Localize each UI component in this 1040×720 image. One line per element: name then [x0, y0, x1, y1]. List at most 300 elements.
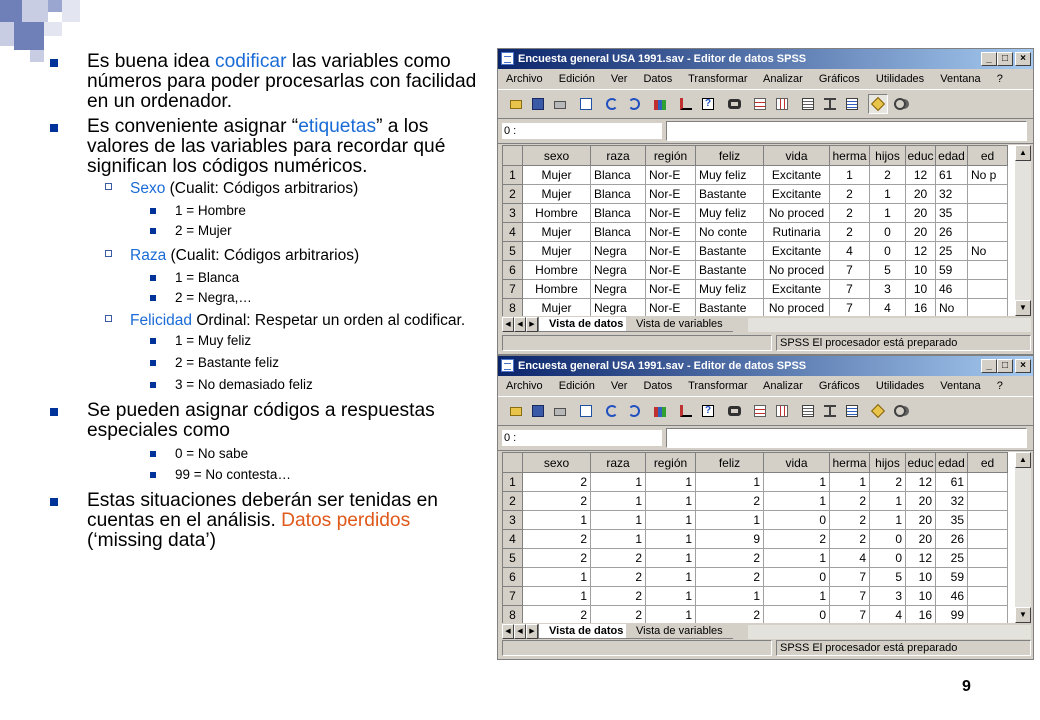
dialog-recall-button[interactable] [576, 94, 596, 114]
column-header[interactable]: vida [764, 146, 830, 166]
row-number[interactable]: 6 [503, 261, 523, 280]
data-cell[interactable]: 0 [870, 242, 906, 261]
data-cell[interactable]: 20 [906, 492, 936, 511]
data-cell[interactable]: Excitante [764, 242, 830, 261]
column-header[interactable]: vida [764, 453, 830, 473]
data-cell[interactable] [968, 280, 1008, 299]
tab-next-icon[interactable]: ▶ [526, 624, 538, 639]
cell-value-input[interactable] [666, 121, 1027, 141]
data-cell[interactable]: 2 [591, 587, 646, 606]
data-cell[interactable]: 1 [646, 530, 696, 549]
row-number[interactable]: 7 [503, 587, 523, 606]
variables-button[interactable] [698, 401, 718, 421]
menu-analizar[interactable]: Analizar [763, 73, 803, 85]
menu-ventana[interactable]: Ventana [940, 73, 981, 85]
data-cell[interactable]: 61 [936, 473, 968, 492]
data-cell[interactable]: Bastante [696, 242, 764, 261]
tab-vista-datos[interactable]: Vista de datos [538, 624, 634, 639]
data-cell[interactable]: 12 [906, 242, 936, 261]
data-cell[interactable]: Nor-E [646, 185, 696, 204]
data-cell[interactable]: 12 [906, 166, 936, 185]
data-cell[interactable]: 2 [830, 185, 870, 204]
tab-vista-datos[interactable]: Vista de datos [538, 317, 634, 332]
split-file-button[interactable] [798, 401, 818, 421]
menu-graficos[interactable]: Gráficos [818, 73, 860, 85]
data-cell[interactable]: Bastante [696, 299, 764, 317]
menu-datos[interactable]: Datos [643, 73, 673, 85]
data-cell[interactable]: 0 [870, 223, 906, 242]
goto-chart-button[interactable] [650, 94, 670, 114]
data-cell[interactable]: Nor-E [646, 280, 696, 299]
cell-value-input[interactable] [666, 428, 1027, 448]
menu-transformar[interactable]: Transformar [688, 73, 748, 85]
sub-sexo: Sexo (Cualit: Códigos arbitrarios) [50, 179, 490, 198]
data-cell[interactable]: 1 [646, 492, 696, 511]
data-cell[interactable]: 32 [936, 492, 968, 511]
data-cell[interactable]: 35 [936, 204, 968, 223]
data-cell[interactable]: 35 [936, 511, 968, 530]
find-button[interactable] [724, 401, 744, 421]
data-cell[interactable]: 1 [870, 492, 906, 511]
open-button[interactable] [506, 401, 526, 421]
data-cell[interactable]: 5 [870, 568, 906, 587]
data-cell[interactable] [968, 511, 1008, 530]
data-cell[interactable]: Nor-E [646, 223, 696, 242]
data-cell[interactable]: 10 [906, 280, 936, 299]
data-cell[interactable]: Negra [591, 261, 646, 280]
goto-case-icon [680, 405, 692, 417]
data-cell[interactable]: 2 [696, 549, 764, 568]
data-cell[interactable]: 1 [523, 568, 591, 587]
data-cell[interactable]: 2 [523, 549, 591, 568]
bullet-codigos-especiales: Se pueden asignar códigos a respuestas especiales como [50, 401, 490, 441]
data-cell[interactable]: 1 [591, 530, 646, 549]
bullet-square-icon [150, 208, 156, 214]
data-cell[interactable]: 0 [764, 511, 830, 530]
data-cell[interactable]: 4 [830, 549, 870, 568]
row-number[interactable]: 6 [503, 568, 523, 587]
select-cases-button[interactable] [842, 94, 862, 114]
data-cell[interactable]: No p [968, 166, 1008, 185]
menu-ventana[interactable]: Ventana [940, 380, 981, 392]
corner-cell[interactable] [503, 453, 523, 473]
weight-cases-button[interactable] [820, 94, 840, 114]
column-header[interactable]: educ [906, 453, 936, 473]
data-cell[interactable]: 2 [830, 204, 870, 223]
data-cell[interactable]: Muy feliz [696, 280, 764, 299]
data-cell[interactable]: 2 [830, 511, 870, 530]
data-cell[interactable] [968, 606, 1008, 624]
data-cell[interactable]: 1 [646, 511, 696, 530]
menu-ver[interactable]: Ver [610, 73, 628, 85]
data-cell[interactable]: 10 [906, 587, 936, 606]
data-cell[interactable]: Hombre [523, 280, 591, 299]
felicidad-code-2: 2 = Bastante feliz [50, 353, 490, 373]
data-cell[interactable]: No [936, 299, 968, 317]
undo-button[interactable] [602, 401, 622, 421]
tab-next-icon[interactable]: ▶ [526, 317, 538, 332]
column-header[interactable]: sexo [523, 453, 591, 473]
data-cell[interactable]: No [968, 242, 1008, 261]
data-cell[interactable]: 12 [906, 473, 936, 492]
data-cell[interactable]: 5 [870, 261, 906, 280]
open-button[interactable] [506, 94, 526, 114]
data-cell[interactable]: 4 [870, 299, 906, 317]
data-cell[interactable] [968, 587, 1008, 606]
data-cell[interactable]: 0 [870, 530, 906, 549]
data-cell[interactable]: 3 [870, 587, 906, 606]
felicidad-code-3: 3 = No demasiado feliz [50, 375, 490, 395]
maximize-button[interactable]: □ [997, 359, 1013, 373]
data-cell[interactable]: 61 [936, 166, 968, 185]
column-header[interactable]: ed [968, 146, 1008, 166]
undo-button[interactable] [602, 94, 622, 114]
column-header[interactable]: feliz [696, 146, 764, 166]
tab-vista-variables[interactable]: Vista de variables [626, 624, 733, 639]
data-cell[interactable]: 20 [906, 530, 936, 549]
select-cases-button[interactable] [842, 401, 862, 421]
data-cell[interactable]: Rutinaria [764, 223, 830, 242]
data-cell[interactable]: 1 [646, 606, 696, 624]
column-header[interactable]: raza [591, 453, 646, 473]
data-cell[interactable]: Mujer [523, 242, 591, 261]
data-cell[interactable]: 46 [936, 280, 968, 299]
data-cell[interactable]: 25 [936, 242, 968, 261]
data-cell[interactable]: 16 [906, 299, 936, 317]
data-cell[interactable]: 2 [764, 530, 830, 549]
data-cell[interactable]: 2 [591, 568, 646, 587]
horizontal-scrollbar[interactable] [748, 625, 1031, 639]
data-cell[interactable]: Mujer [523, 299, 591, 317]
data-cell[interactable]: 1 [646, 549, 696, 568]
data-table [502, 145, 1008, 316]
close-button[interactable]: × [1015, 359, 1031, 373]
minimize-button[interactable]: _ [981, 52, 997, 66]
tab-first-icon[interactable]: ◀ [502, 317, 514, 332]
data-cell[interactable]: 2 [696, 492, 764, 511]
data-cell[interactable]: Bastante [696, 261, 764, 280]
menu-transformar[interactable]: Transformar [688, 380, 748, 392]
data-cell[interactable]: 1 [591, 492, 646, 511]
print-button[interactable] [550, 94, 570, 114]
use-sets-button[interactable] [890, 94, 910, 114]
data-cell[interactable]: 1 [830, 473, 870, 492]
row-number[interactable]: 8 [503, 299, 523, 317]
data-cell[interactable]: Negra [591, 280, 646, 299]
data-cell[interactable]: Muy feliz [696, 166, 764, 185]
horizontal-scrollbar[interactable] [748, 318, 1031, 332]
data-cell[interactable]: No proced [764, 204, 830, 223]
data-cell[interactable]: 2 [591, 606, 646, 624]
data-cell[interactable]: 20 [906, 185, 936, 204]
data-cell[interactable]: Blanca [591, 185, 646, 204]
special-code-2: 99 = No contesta… [50, 465, 490, 485]
data-cell[interactable] [968, 261, 1008, 280]
data-cell[interactable]: 2 [523, 606, 591, 624]
data-cell[interactable]: 1 [870, 511, 906, 530]
data-cell[interactable]: Excitante [764, 166, 830, 185]
value-labels-button[interactable] [868, 401, 888, 421]
data-cell[interactable]: 32 [936, 185, 968, 204]
data-cell[interactable]: 2 [870, 473, 906, 492]
menu-datos[interactable]: Datos [643, 380, 673, 392]
tab-prev-icon[interactable]: ◀ [514, 624, 526, 639]
data-cell[interactable]: 7 [830, 261, 870, 280]
data-cell[interactable]: No conte [696, 223, 764, 242]
menu-edicion[interactable]: Edición [558, 380, 595, 392]
weight-cases-button[interactable] [820, 401, 840, 421]
data-cell[interactable]: 7 [830, 280, 870, 299]
menu-utilidades[interactable]: Utilidades [875, 380, 925, 392]
data-cell[interactable]: Excitante [764, 280, 830, 299]
column-header[interactable]: sexo [523, 146, 591, 166]
status-bar [500, 334, 1031, 352]
data-cell[interactable]: 25 [936, 549, 968, 568]
data-cell[interactable]: 2 [591, 549, 646, 568]
data-cell[interactable]: 1 [591, 511, 646, 530]
menu-analizar[interactable]: Analizar [763, 380, 803, 392]
data-cell[interactable]: Negra [591, 242, 646, 261]
data-cell[interactable]: 1 [696, 473, 764, 492]
row-number[interactable]: 5 [503, 549, 523, 568]
data-cell[interactable]: Hombre [523, 261, 591, 280]
data-cell[interactable] [968, 568, 1008, 587]
data-cell[interactable]: Nor-E [646, 299, 696, 317]
menu-utilidades[interactable]: Utilidades [875, 73, 925, 85]
data-cell[interactable]: 26 [936, 530, 968, 549]
scroll-up-icon[interactable]: ▲ [1015, 145, 1031, 161]
data-cell[interactable]: 1 [696, 511, 764, 530]
corner-cell[interactable] [503, 146, 523, 166]
data-cell[interactable]: 46 [936, 587, 968, 606]
scroll-down-icon[interactable]: ▼ [1015, 607, 1031, 623]
column-header[interactable]: ed [968, 453, 1008, 473]
sub-felicidad: Felicidad Ordinal: Respetar un orden al codificar. [50, 311, 490, 330]
data-cell[interactable]: 1 [764, 492, 830, 511]
data-cell[interactable]: 9 [696, 530, 764, 549]
data-cell[interactable]: Mujer [523, 185, 591, 204]
data-cell[interactable]: 20 [906, 204, 936, 223]
scroll-up-icon[interactable]: ▲ [1015, 452, 1031, 468]
data-cell[interactable]: 0 [870, 549, 906, 568]
menu-archivo[interactable]: Archivo [506, 380, 543, 392]
row-number[interactable]: 8 [503, 606, 523, 624]
data-cell[interactable]: Nor-E [646, 166, 696, 185]
data-cell[interactable]: Mujer [523, 166, 591, 185]
data-cell[interactable]: 59 [936, 568, 968, 587]
menu-edicion[interactable]: Edición [558, 73, 595, 85]
data-cell[interactable]: 1 [870, 185, 906, 204]
menu-archivo[interactable]: Archivo [506, 73, 543, 85]
data-cell[interactable]: 2 [523, 530, 591, 549]
row-number[interactable]: 1 [503, 166, 523, 185]
data-cell[interactable]: 1 [764, 587, 830, 606]
data-cell[interactable]: Hombre [523, 204, 591, 223]
data-cell[interactable]: 2 [523, 492, 591, 511]
column-header[interactable]: edad [936, 146, 968, 166]
vertical-scrollbar[interactable] [1015, 452, 1031, 623]
status-text: SPSS El procesador está preparado [776, 640, 1031, 656]
tab-first-icon[interactable]: ◀ [502, 624, 514, 639]
row-number[interactable]: 2 [503, 185, 523, 204]
data-cell[interactable] [968, 299, 1008, 317]
variables-icon: ? [702, 405, 714, 417]
data-cell[interactable]: 1 [830, 166, 870, 185]
bullet-square-icon [150, 228, 156, 234]
vertical-scrollbar[interactable] [1015, 145, 1031, 316]
data-cell[interactable] [968, 204, 1008, 223]
data-cell[interactable]: 20 [906, 223, 936, 242]
data-cell[interactable]: No proced [764, 261, 830, 280]
row-number[interactable]: 7 [503, 280, 523, 299]
use-sets-button[interactable] [890, 401, 910, 421]
minimize-button[interactable]: _ [981, 359, 997, 373]
data-cell[interactable]: 16 [906, 606, 936, 624]
data-cell[interactable]: 1 [870, 204, 906, 223]
data-cell[interactable]: 1 [696, 587, 764, 606]
data-cell[interactable]: 99 [936, 606, 968, 624]
maximize-button[interactable]: □ [997, 52, 1013, 66]
data-cell[interactable] [968, 473, 1008, 492]
menu-ayuda[interactable]: ? [996, 380, 1003, 392]
data-cell[interactable]: 1 [646, 587, 696, 606]
redo-button[interactable] [624, 94, 644, 114]
insert-case-button[interactable] [750, 401, 770, 421]
data-cell[interactable]: 59 [936, 261, 968, 280]
find-button[interactable] [724, 94, 744, 114]
goto-case-button[interactable] [676, 94, 696, 114]
data-cell[interactable]: Mujer [523, 223, 591, 242]
data-cell[interactable]: 20 [906, 511, 936, 530]
data-cell[interactable] [968, 530, 1008, 549]
data-cell[interactable]: 3 [870, 280, 906, 299]
data-cell[interactable]: Excitante [764, 185, 830, 204]
column-header[interactable]: feliz [696, 453, 764, 473]
column-header[interactable]: herma [830, 453, 870, 473]
data-cell[interactable] [968, 223, 1008, 242]
row-number[interactable]: 1 [503, 473, 523, 492]
menu-ver[interactable]: Ver [610, 380, 628, 392]
data-cell[interactable]: 0 [764, 568, 830, 587]
data-cell[interactable]: 1 [646, 473, 696, 492]
tab-vista-variables[interactable]: Vista de variables [626, 317, 733, 332]
data-cell[interactable]: Bastante [696, 185, 764, 204]
data-cell[interactable]: 4 [870, 606, 906, 624]
print-button[interactable] [550, 401, 570, 421]
data-cell[interactable]: 1 [764, 473, 830, 492]
data-cell[interactable]: 2 [830, 223, 870, 242]
goto-case-button[interactable] [676, 401, 696, 421]
data-cell[interactable]: Nor-E [646, 242, 696, 261]
data-cell[interactable]: 7 [830, 568, 870, 587]
data-cell[interactable]: 2 [830, 492, 870, 511]
data-cell[interactable]: Blanca [591, 223, 646, 242]
data-cell[interactable] [968, 492, 1008, 511]
column-header[interactable]: hijos [870, 453, 906, 473]
data-cell[interactable]: 2 [523, 473, 591, 492]
data-cell[interactable]: 7 [830, 587, 870, 606]
data-cell[interactable]: 2 [830, 530, 870, 549]
row-number[interactable]: 3 [503, 204, 523, 223]
row-number[interactable]: 2 [503, 492, 523, 511]
column-header[interactable]: raza [591, 146, 646, 166]
column-header[interactable]: herma [830, 146, 870, 166]
data-cell[interactable]: Blanca [591, 204, 646, 223]
data-cell[interactable]: 1 [523, 511, 591, 530]
save-button[interactable] [528, 94, 548, 114]
data-cell[interactable]: 10 [906, 568, 936, 587]
data-cell[interactable]: 1 [523, 587, 591, 606]
spss-window-labels [497, 48, 1034, 355]
column-header[interactable]: región [646, 453, 696, 473]
menu-ayuda[interactable]: ? [996, 73, 1003, 85]
data-cell[interactable] [968, 549, 1008, 568]
row-number[interactable]: 4 [503, 223, 523, 242]
variables-button[interactable] [698, 94, 718, 114]
data-cell[interactable]: Nor-E [646, 261, 696, 280]
data-cell[interactable]: 12 [906, 549, 936, 568]
data-cell[interactable]: Negra [591, 299, 646, 317]
goto-chart-button[interactable] [650, 401, 670, 421]
row-number[interactable]: 4 [503, 530, 523, 549]
column-header[interactable]: educ [906, 146, 936, 166]
data-cell[interactable]: Nor-E [646, 204, 696, 223]
save-button[interactable] [528, 401, 548, 421]
data-cell[interactable]: 2 [870, 166, 906, 185]
dialog-recall-button[interactable] [576, 401, 596, 421]
data-cell[interactable]: 7 [830, 299, 870, 317]
menu-bar [498, 69, 1033, 89]
data-cell[interactable]: 2 [696, 606, 764, 624]
table-row [503, 242, 1008, 261]
column-header[interactable]: hijos [870, 146, 906, 166]
data-cell[interactable]: 26 [936, 223, 968, 242]
split-file-button[interactable] [798, 94, 818, 114]
table-row [503, 606, 1008, 624]
menu-graficos[interactable]: Gráficos [818, 380, 860, 392]
data-cell[interactable]: 0 [764, 606, 830, 624]
data-cell[interactable]: Blanca [591, 166, 646, 185]
scroll-down-icon[interactable]: ▼ [1015, 300, 1031, 316]
data-cell[interactable]: 10 [906, 261, 936, 280]
row-number[interactable]: 5 [503, 242, 523, 261]
bullet-etiquetas: Es conveniente asignar “etiquetas” a los valores de las variables para recordar qué significan los códigos numéricos. [50, 117, 490, 177]
bullet-square-icon [150, 275, 156, 281]
row-number[interactable]: 3 [503, 511, 523, 530]
data-cell[interactable]: 1 [646, 568, 696, 587]
insert-case-button[interactable] [750, 94, 770, 114]
redo-button[interactable] [624, 401, 644, 421]
corner-square-3 [48, 0, 62, 12]
close-button[interactable]: × [1015, 52, 1031, 66]
data-cell[interactable]: 7 [830, 606, 870, 624]
data-cell[interactable]: 1 [591, 473, 646, 492]
insert-variable-button[interactable] [772, 94, 792, 114]
insert-variable-button[interactable] [772, 401, 792, 421]
window-title: Encuesta general USA 1991.sav - Editor de datos SPSS [518, 53, 807, 65]
column-header[interactable]: edad [936, 453, 968, 473]
value-labels-button[interactable] [868, 94, 888, 114]
data-cell[interactable]: 4 [830, 242, 870, 261]
data-cell[interactable]: Muy feliz [696, 204, 764, 223]
tab-prev-icon[interactable]: ◀ [514, 317, 526, 332]
data-cell[interactable] [968, 185, 1008, 204]
cell-reference: 0 : [502, 430, 662, 446]
column-header[interactable]: región [646, 146, 696, 166]
data-cell[interactable]: 1 [764, 549, 830, 568]
data-cell[interactable]: No proced [764, 299, 830, 317]
data-cell[interactable]: 2 [696, 568, 764, 587]
